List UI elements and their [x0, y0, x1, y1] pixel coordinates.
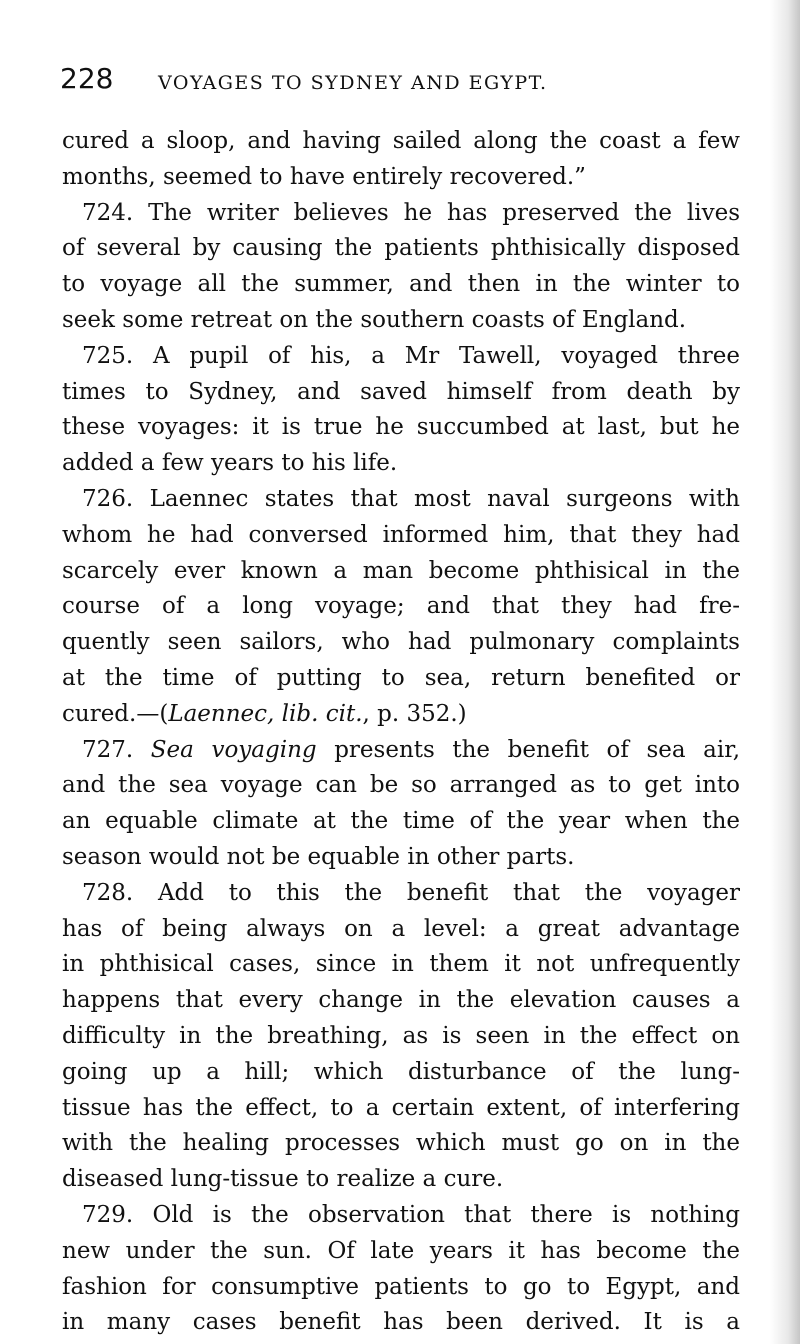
- text-line: seek some retreat on the southern coasts of England.: [62, 306, 687, 333]
- text-line: has of being always on a level: a great advantage: [62, 915, 740, 942]
- sea-voyaging-tail: presents the benefit of sea air,: [316, 736, 741, 763]
- text-line: to voyage all the summer, and then in the winter to: [62, 271, 740, 298]
- paragraph-724-start: 724. The writer believes he has preserved the lives: [82, 199, 740, 226]
- citation-line: [62, 697, 740, 733]
- paragraph-number: 727.: [82, 736, 151, 763]
- text-line: these voyages: it is true he succumbed at last, but he: [62, 414, 740, 441]
- text-line: season would not be equable in other parts.: [62, 843, 575, 870]
- text-line: cured a sloop, and having sailed along the coast a few: [62, 128, 740, 154]
- citation-tail: , p. 352.): [362, 700, 467, 727]
- text-line: quently seen sailors, who had pulmonary complaints: [62, 629, 740, 656]
- text-line: added a few years to his life.: [62, 450, 398, 477]
- page-number: 228: [60, 62, 114, 95]
- text-line: difficulty in the breathing, as is seen in the effect on: [62, 1022, 740, 1049]
- text-line: diseased lung-tissue to realize a cure.: [62, 1166, 504, 1193]
- text-line: scarcely ever known a man become phthisical in the: [62, 557, 740, 584]
- text-line: tissue has the effect, to a certain extent, of interfering: [62, 1094, 740, 1121]
- text-line: fashion for consumptive patients to go to Egypt, and: [62, 1273, 740, 1300]
- text-line: in phthisical cases, since in them it not unfrequently: [62, 951, 740, 978]
- text-line: at the time of putting to sea, return benefited or: [62, 664, 740, 691]
- text-line: going up a hill; which disturbance of the lung-: [62, 1058, 740, 1085]
- sea-voyaging-italic: Sea voyaging: [150, 736, 317, 763]
- paragraph-729-start: 729. Old is the observation that there is nothing: [82, 1201, 740, 1228]
- paragraph-727-start: [62, 733, 740, 769]
- text-line: and the sea voyage can be so arranged as to get into: [62, 772, 740, 799]
- running-head: VOYAGES TO SYDNEY AND EGYPT.: [158, 72, 548, 94]
- text-line: times to Sydney, and saved himself from death by: [62, 378, 740, 405]
- paragraph-725-start: 725. A pupil of his, a Mr Tawell, voyaged three: [82, 342, 740, 369]
- text-line: course of a long voyage; and that they had fre-: [62, 593, 740, 620]
- text-line: in many cases benefit has been derived. It is a: [62, 1309, 740, 1336]
- paragraph-726-start: 726. Laennec states that most naval surgeons with: [82, 485, 740, 512]
- page-edge-shadow: [770, 0, 800, 1344]
- text-line: new under the sun. Of late years it has become the: [62, 1237, 740, 1264]
- page-header: [60, 62, 760, 102]
- text-line: an equable climate at the time of the year when the: [62, 808, 740, 835]
- text-line: happens that every change in the elevation causes a: [62, 987, 740, 1014]
- citation-italic: Laennec, lib. cit.: [168, 700, 363, 727]
- text-line: of several by causing the patients phthisically disposed: [62, 235, 740, 262]
- body-text: [62, 124, 740, 1341]
- citation-lead: cured.—(: [62, 700, 169, 727]
- text-line: months, seemed to have entirely recovered.”: [62, 163, 586, 190]
- text-line: whom he had conversed informed him, that they had: [62, 521, 740, 548]
- text-line: with the healing processes which must go on in the: [62, 1130, 740, 1157]
- paragraph-728-start: 728. Add to this the benefit that the voyager: [82, 879, 740, 906]
